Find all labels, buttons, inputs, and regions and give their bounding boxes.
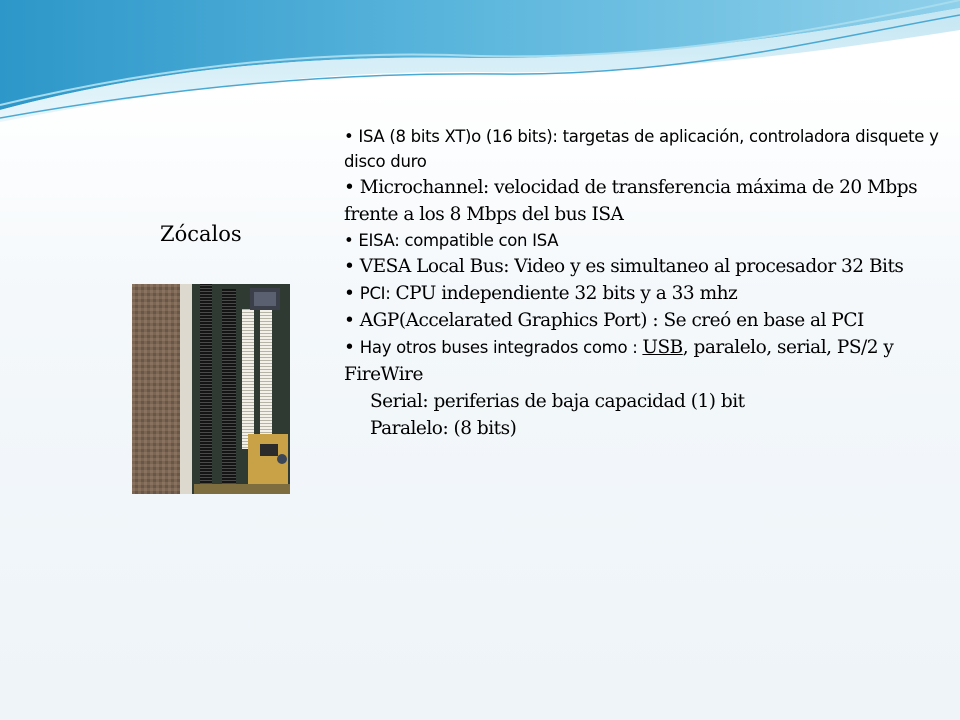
- usb-link[interactable]: USB: [642, 337, 683, 358]
- list-item-prefix: PCI:: [359, 284, 396, 303]
- sub-item: Paralelo: (8 bits): [370, 418, 517, 439]
- list-item: • VESA Local Bus: Video y es simultaneo al procesador 32 Bits: [344, 253, 944, 280]
- list-item-prefix: Hay otros buses integrados como :: [359, 338, 643, 357]
- list-item-suffix: , paralelo, serial, PS/2 y FireWire: [344, 337, 894, 385]
- list-item: • AGP(Accelarated Graphics Port) : Se creó en base al PCI: [344, 307, 944, 334]
- list-item-text: CPU independiente 32 bits y a 33 mhz: [395, 283, 738, 304]
- list-item: [344, 280, 944, 307]
- list-item: • EISA: compatible con ISA: [344, 228, 944, 253]
- list-item: • ISA (8 bits XT)o (16 bits): targetas de aplicación, controladora disquete y disco duro: [344, 124, 944, 174]
- slide-title: Zócalos: [160, 222, 242, 246]
- list-item: • Microchannel: velocidad de transferencia máxima de 20 Mbps frente a los 8 Mbps del bus ISA: [344, 174, 944, 228]
- bullet-list: [344, 124, 944, 442]
- motherboard-slots-photo: [132, 284, 290, 494]
- header-wave-decoration: [0, 0, 960, 130]
- sub-item: Serial: periferias de baja capacidad (1) bit: [370, 391, 745, 412]
- list-item: [344, 334, 944, 388]
